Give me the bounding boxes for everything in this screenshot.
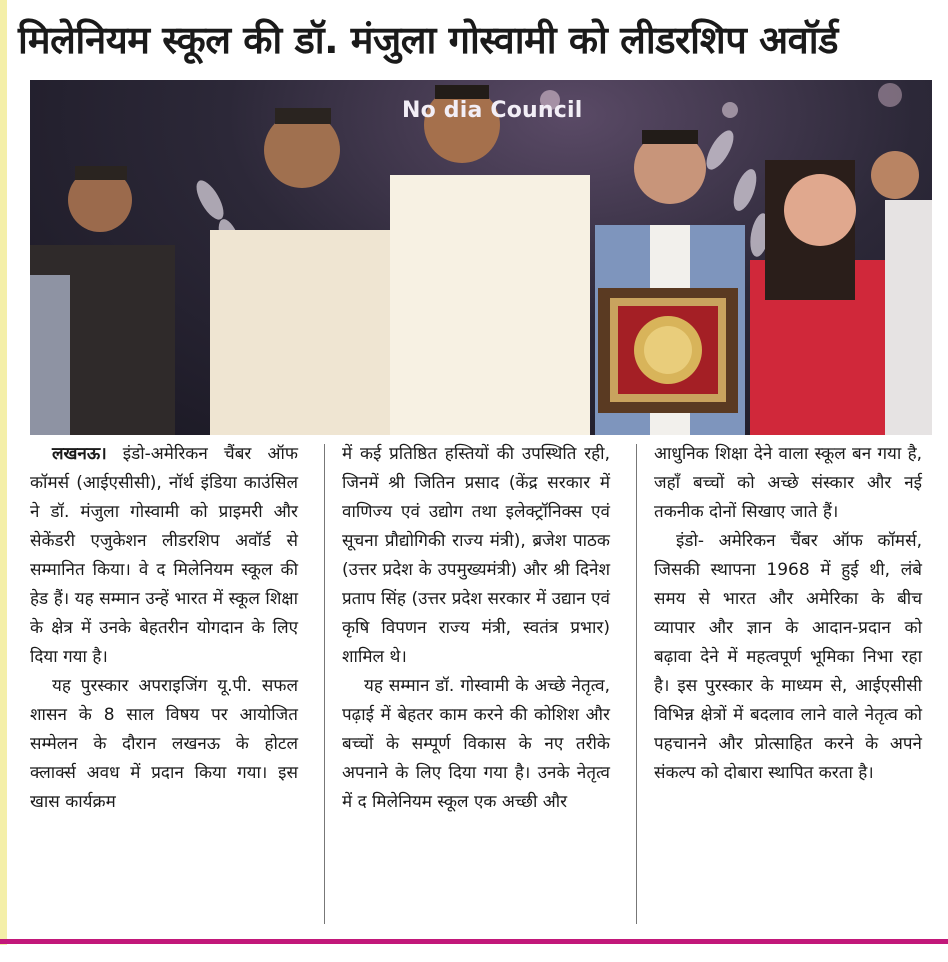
article-body <box>30 440 934 920</box>
award-ceremony-photo <box>30 80 932 435</box>
headline: मिलेनियम स्कूल की डॉ. मंजुला गोस्वामी को लीडरशिप अवॉर्ड <box>18 18 838 62</box>
paragraph <box>30 440 298 672</box>
bottom-rule <box>0 939 948 944</box>
dateline: लखनऊ। <box>52 444 107 464</box>
paragraph-text: इंडो-अमेरिकन चैंबर ऑफ कॉमर्स (आईएसीसी), नॉर्थ इंडिया काउंसिल ने डॉ. मंजुला गोस्वामी को प्राइमरी और सेकेंडरी एजुकेशन लीडरशिप अवॉर्ड से सम्मानित किया। वे द मिलेनियम स्कूल की हेड हैं। यह सम्मान उन्हें भारत में स्कूल शिक्षा के क्षेत्र में उनके बेहतरीन योगदान के लिए दिया गया है। <box>30 444 298 667</box>
article-column-2 <box>342 440 610 920</box>
paragraph: यह सम्मान डॉ. गोस्वामी के अच्छे नेतृत्व, पढ़ाई में बेहतर काम करने की कोशिश और बच्चों के सम्पूर्ण विकास के नए तरीके अपनाने के लिए दिया गया है। उनके नेतृत्व में द मिलेनियम स्कूल एक अच्छी और <box>342 676 610 812</box>
paragraph: यह पुरस्कार अपराइजिंग यू.पी. सफल शासन के 8 साल विषय पर आयोजित सम्मेलन के दौरान लखनऊ के होटल क्लार्क्स अवध में प्रदान किया गया। इस खास कार्यक्रम <box>30 676 298 812</box>
paragraph: में कई प्रतिष्ठित हस्तियों की उपस्थिति रही, जिनमें श्री जितिन प्रसाद (केंद्र सरकार में वाणिज्य एवं उद्योग तथा इलेक्ट्रॉनिक्स एवं सूचना प्रौद्योगिकी राज्य मंत्री), ब्रजेश पाठक (उत्तर प्रदेश के उपमुख्यमंत्री) और श्री दिनेश प्रताप सिंह (उत्तर प्रदेश सरकार में उद्यान एवं कृषि विपणन राज्य मंत्री, स्वतंत्र प्रभार) शामिल थे। <box>342 444 610 667</box>
article-column-1 <box>30 440 298 920</box>
photo-illustration <box>30 80 932 435</box>
article-column-3 <box>654 440 922 920</box>
backdrop-text: No dia Council <box>402 98 583 123</box>
left-margin-rule <box>0 0 7 945</box>
paragraph: इंडो- अमेरिकन चैंबर ऑफ कॉमर्स, जिसकी स्थापना 1968 में हुई थी, लंबे समय से भारत और अमेरिका के बीच व्यापार और ज्ञान के आदान-प्रदान को बढ़ावा देने में महत्वपूर्ण भूमिका निभा रहा है। इस पुरस्कार के माध्यम से, आईएसीसी विभिन्न क्षेत्रों में बदलाव लाने वाले नेतृत्व को पहचानने और प्रोत्साहित करने के अपने संकल्प को दोबारा स्थापित करता है। <box>654 531 922 783</box>
paragraph: आधुनिक शिक्षा देने वाला स्कूल बन गया है, जहाँ बच्चों को अच्छे संस्कार और नई तकनीक दोनों सिखाए जाते हैं। <box>654 444 922 522</box>
